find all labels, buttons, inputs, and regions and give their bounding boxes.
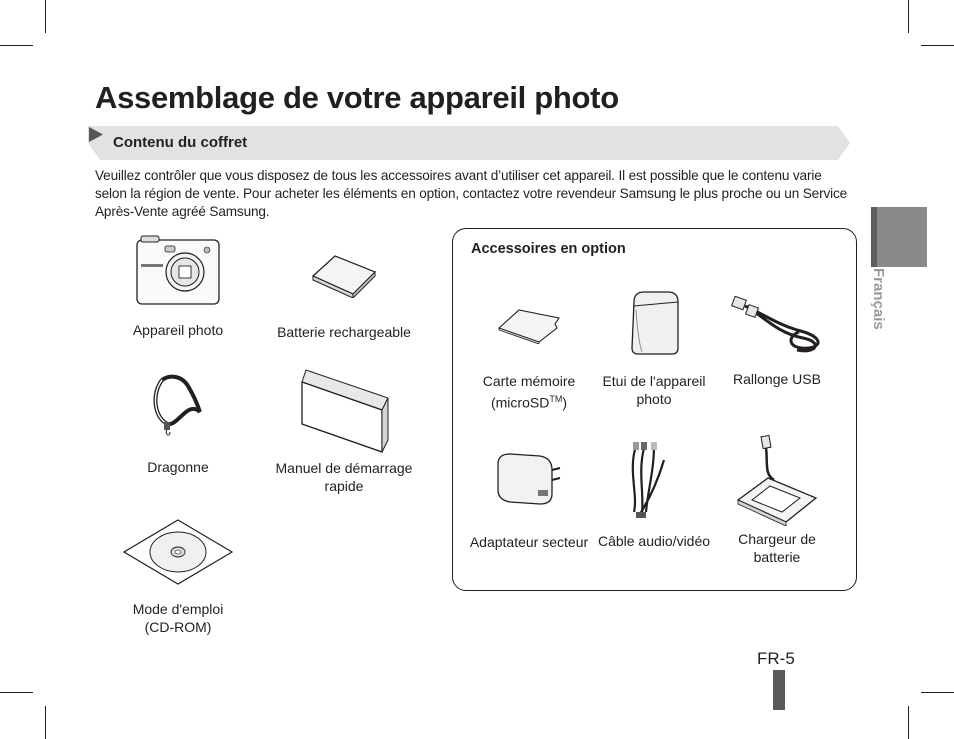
av-cable-icon xyxy=(624,440,684,520)
item-label: Manuel de démarrage rapide xyxy=(275,460,413,494)
crop-mark xyxy=(0,45,33,46)
item-ac-adapter xyxy=(465,450,593,551)
item-label: Etui de l'appareil photo xyxy=(602,373,706,407)
intro-text: Veuillez contrôler que vous disposez de tous les accessoires avant d’utiliser cet appareil. Il est possible que le contenu varie selon la région de vente. Pour acheter les éléments en option, contactez votre revendeur Samsung le plus proche ou un Service Après-Vente agréé Samsung. xyxy=(95,168,848,219)
crop-mark xyxy=(45,706,46,739)
language-label xyxy=(865,268,889,338)
item-manual xyxy=(269,368,419,495)
crop-mark xyxy=(0,692,33,693)
item-label: Adaptateur secteur xyxy=(469,534,589,550)
item-usb-cable xyxy=(717,296,837,388)
crop-mark xyxy=(921,692,954,693)
cd-rom-icon xyxy=(122,518,234,586)
language-tab xyxy=(871,207,927,267)
item-label: Carte mémoire (microSD™) xyxy=(482,373,576,411)
item-camera-case xyxy=(594,290,714,408)
item-label: Appareil photo xyxy=(132,322,224,338)
item-label: Batterie rechargeable xyxy=(277,324,411,340)
strap-icon xyxy=(148,372,208,440)
usb-cable-icon xyxy=(727,296,827,354)
crop-mark xyxy=(921,45,954,46)
page-number: FR-5 xyxy=(757,649,795,668)
camera-case-icon xyxy=(628,290,680,356)
page-tab-marker xyxy=(773,670,785,710)
battery-icon xyxy=(311,254,377,298)
memory-card-icon xyxy=(497,306,561,344)
page-title: Assemblage de votre appareil photo xyxy=(95,80,619,115)
optional-accessories-title: Accessoires en option xyxy=(471,241,626,257)
item-label: Dragonne xyxy=(147,459,209,475)
crop-mark xyxy=(908,706,909,739)
language-tab-edge xyxy=(871,207,877,267)
item-label: Câble audio/vidéo xyxy=(597,533,711,549)
ac-adapter-icon xyxy=(494,450,564,506)
language-label-text: Français xyxy=(870,268,887,330)
item-memory-card xyxy=(469,306,589,412)
section-title: Contenu du coffret xyxy=(113,134,248,151)
triangle-right-icon xyxy=(88,126,104,143)
item-label: Rallonge USB xyxy=(733,371,821,387)
camera-icon xyxy=(135,234,221,308)
item-label: Mode d'emploi (CD-ROM) xyxy=(132,601,224,635)
item-label: Chargeur de batterie xyxy=(738,531,816,565)
item-battery xyxy=(269,254,419,341)
item-strap xyxy=(118,372,238,476)
crop-mark xyxy=(908,0,909,33)
crop-mark xyxy=(45,0,46,33)
manual-icon xyxy=(298,368,390,454)
item-av-cable xyxy=(594,440,714,550)
item-camera xyxy=(118,234,238,339)
item-battery-charger xyxy=(717,434,837,566)
item-cd-rom xyxy=(118,518,238,636)
section-header xyxy=(88,126,850,160)
battery-charger-icon xyxy=(734,434,820,526)
